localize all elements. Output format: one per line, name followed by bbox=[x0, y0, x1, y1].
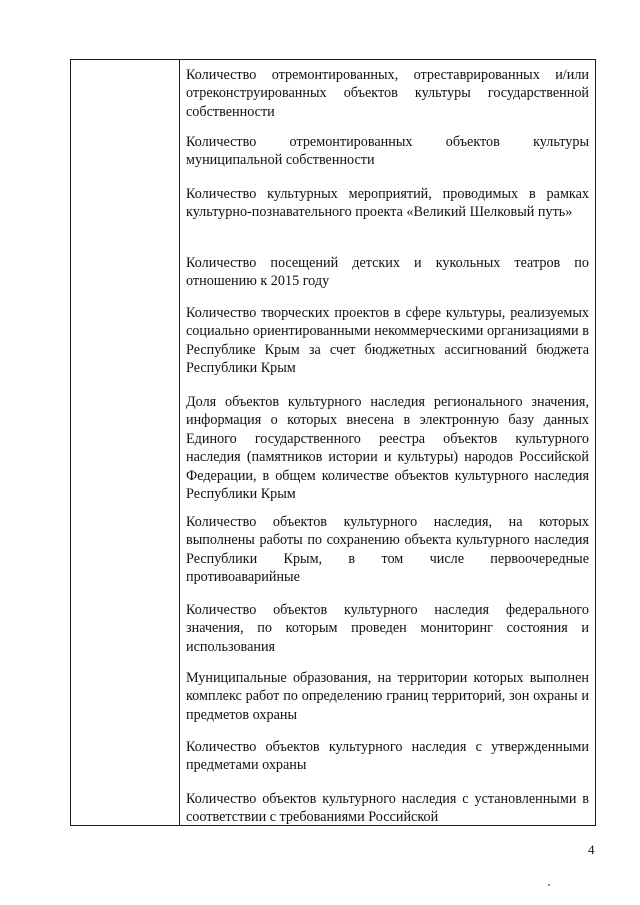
indicator-paragraph: Количество объектов культурного наследия с установленными в соответствии с требованиями Российской bbox=[186, 791, 589, 826]
indicator-paragraph: Муниципальные образования, на территории которых выполнен комплекс работ по определению границ территорий, зон охраны и предметов охраны bbox=[186, 670, 589, 723]
indicator-paragraph: Количество объектов культурного наследия, на которых выполнены работы по сохранению объекта культурного наследия Республики Крым, в том числе первоочередные противоаварийные bbox=[186, 514, 589, 586]
indicator-paragraph: Количество культурных мероприятий, проводимых в рамках культурно-познавательного проекта «Великий Шелковый путь» bbox=[186, 186, 589, 221]
indicator-paragraph: Доля объектов культурного наследия регионального значения, информация о которых внесена в электронную базу данных Единого государственного реестра объектов культурного наследия (памятников истории и культуры) народов Российской Федерации, в общем количестве объектов культурного наследия Республики Крым bbox=[186, 394, 589, 503]
indicator-paragraph: Количество объектов культурного наследия федерального значения, по которым проведен мониторинг состояния и использования bbox=[186, 602, 589, 655]
indicator-paragraph: Количество объектов культурного наследия с утвержденными предметами охраны bbox=[186, 739, 589, 774]
table-column-divider bbox=[179, 59, 180, 826]
indicator-paragraph: Количество посещений детских и кукольных театров по отношению к 2015 году bbox=[186, 255, 589, 290]
scan-speck bbox=[548, 884, 550, 886]
indicator-paragraph: Количество отремонтированных, отреставрированных и/или отреконструированных объектов культуры государственной собственности bbox=[186, 67, 589, 120]
indicator-paragraph: Количество творческих проектов в сфере культуры, реализуемых социально ориентированными некоммерческими организациями в Республике Крым за счет бюджетных ассигнований бюджета Республики Крым bbox=[186, 305, 589, 377]
indicator-paragraph: Количество отремонтированных объектов культуры муниципальной собственности bbox=[186, 134, 589, 169]
page-number: 4 bbox=[588, 842, 595, 857]
